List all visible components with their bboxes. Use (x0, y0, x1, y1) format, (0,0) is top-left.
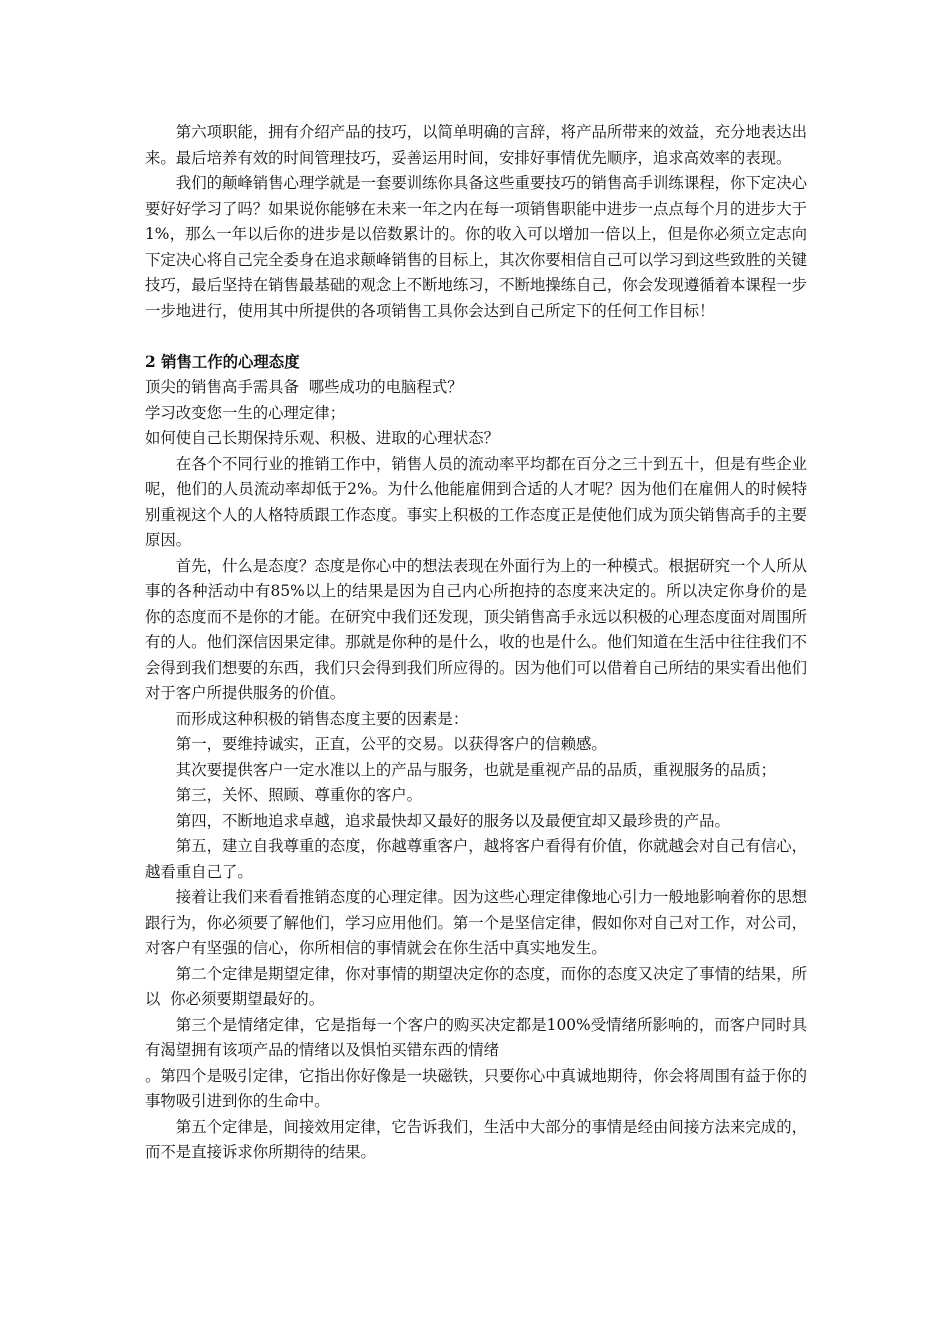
body-paragraph: 第二个定律是期望定律，你对事情的期望决定你的态度，而你的态度又决定了事情的结果，所以 你必须要期望最好的。 (145, 964, 807, 1008)
body-paragraph: 我们的颠峰销售心理学就是一套要训练你具备这些重要技巧的销售高手训练课程，你下定决心要好好学习了吗？如果说你能够在未来一年之内在每一项销售职能中进步一点点每个月的进步大于1%，那么一年以后你的进步是以倍数累计的。你的收入可以增加一倍以上，但是你必须立定志向下定决心将自己完全委身在追求颠峰销售的目标上，其次你要相信自己可以学习到这些致胜的关键技巧，最后坚持在销售最基础的观念上不断地练习，不断地操练自己，你会发现遵循着本课程一步一步地进行，使用其中所提供的各项销售工具你会达到自己所定下的任何工作目标！ (145, 174, 807, 320)
body-paragraph: 第一，要维持诚实，正直，公平的交易。以获得客户的信赖感。 (175, 735, 607, 753)
body-paragraph: 第三，关怀、照顾、尊重你的客户。 (175, 786, 423, 804)
body-paragraph: 接着让我们来看看推销态度的心理定律。因为这些心理定律像地心引力一般地影响着你的思想跟行为，你必须要了解他们，学习应用他们。第一个是坚信定律，假如你对自己对工作，对公司，对客户有坚强的信心，你所相信的事情就会在你生活中真实地发生。 (145, 888, 807, 957)
question-line: 学习改变您一生的心理定律； (145, 403, 346, 422)
body-paragraph: 在各个不同行业的推销工作中，销售人员的流动率平均都在百分之三十到五十，但是有些企业呢，他们的人员流动率却低于2%。为什么他能雇佣到合适的人才呢？因为他们在雇佣人的时候特别重视这个人的人格特质跟工作态度。事实上积极的工作态度正是使他们成为顶尖销售高手的主要原因。 (145, 454, 807, 549)
question-line: 如何使自己长期保持乐观、积极、进取的心理状态？ (145, 429, 499, 447)
document-page (145, 120, 807, 1166)
body-paragraph: 第四，不断地追求卓越，追求最快却又最好的服务以及最便宜却又最珍贵的产品。 (175, 811, 730, 830)
question-line: 顶尖的销售高手需具备 哪些成功的电脑程式？ (145, 378, 463, 396)
body-paragraph: 第五个定律是，间接效用定律，它告诉我们，生活中大部分的事情是经由间接方法来完成的，而不是直接诉求你所期待的结果。 (145, 1117, 807, 1161)
body-paragraph: 第五，建立自我尊重的态度，你越尊重客户，越将客户看得有价值，你就越会对自己有信心，越看重自己了。 (145, 837, 807, 881)
body-paragraph: 第六项职能，拥有介绍产品的技巧，以简单明确的言辞，将产品所带来的效益，充分地表达出来。最后培养有效的时间管理技巧，妥善运用时间，安排好事情优先顺序，追求高效率的表现。 (145, 123, 807, 167)
section-title: 2 销售工作的心理态度 (145, 352, 300, 371)
continuation-paragraph: 。第四个是吸引定律，它指出你好像是一块磁铁，只要你心中真诚地期待，你会将周围有益于你的事物吸引进到你的生命中。 (145, 1066, 807, 1110)
body-paragraph: 其次要提供客户一定水准以上的产品与服务，也就是重视产品的品质，重视服务的品质； (175, 760, 777, 779)
paragraph-spacer (145, 324, 807, 350)
body-paragraph: 而形成这种积极的销售态度主要的因素是： (175, 709, 469, 728)
body-paragraph: 第三个是情绪定律，它是指每一个客户的购买决定都是100%受情绪所影响的，而客户同时具有渴望拥有该项产品的情绪以及惧怕买错东西的情绪 (145, 1015, 807, 1059)
body-paragraph: 首先，什么是态度？态度是你心中的想法表现在外面行为上的一种模式。根据研究一个人所从事的各种活动中有85%以上的结果是因为自己内心所抱持的态度来决定的。所以决定你身价的是你的态度而不是你的才能。在研究中我们还发现，顶尖销售高手永远以积极的心理态度面对周围所有的人。他们深信因果定律。那就是你种的是什么，收的也是什么。他们知道在生活中往往我们不会得到我们想要的东西，我们只会得到我们所应得的。因为他们可以借着自己所结的果实看出他们对于客户所提供服务的价值。 (145, 556, 807, 702)
